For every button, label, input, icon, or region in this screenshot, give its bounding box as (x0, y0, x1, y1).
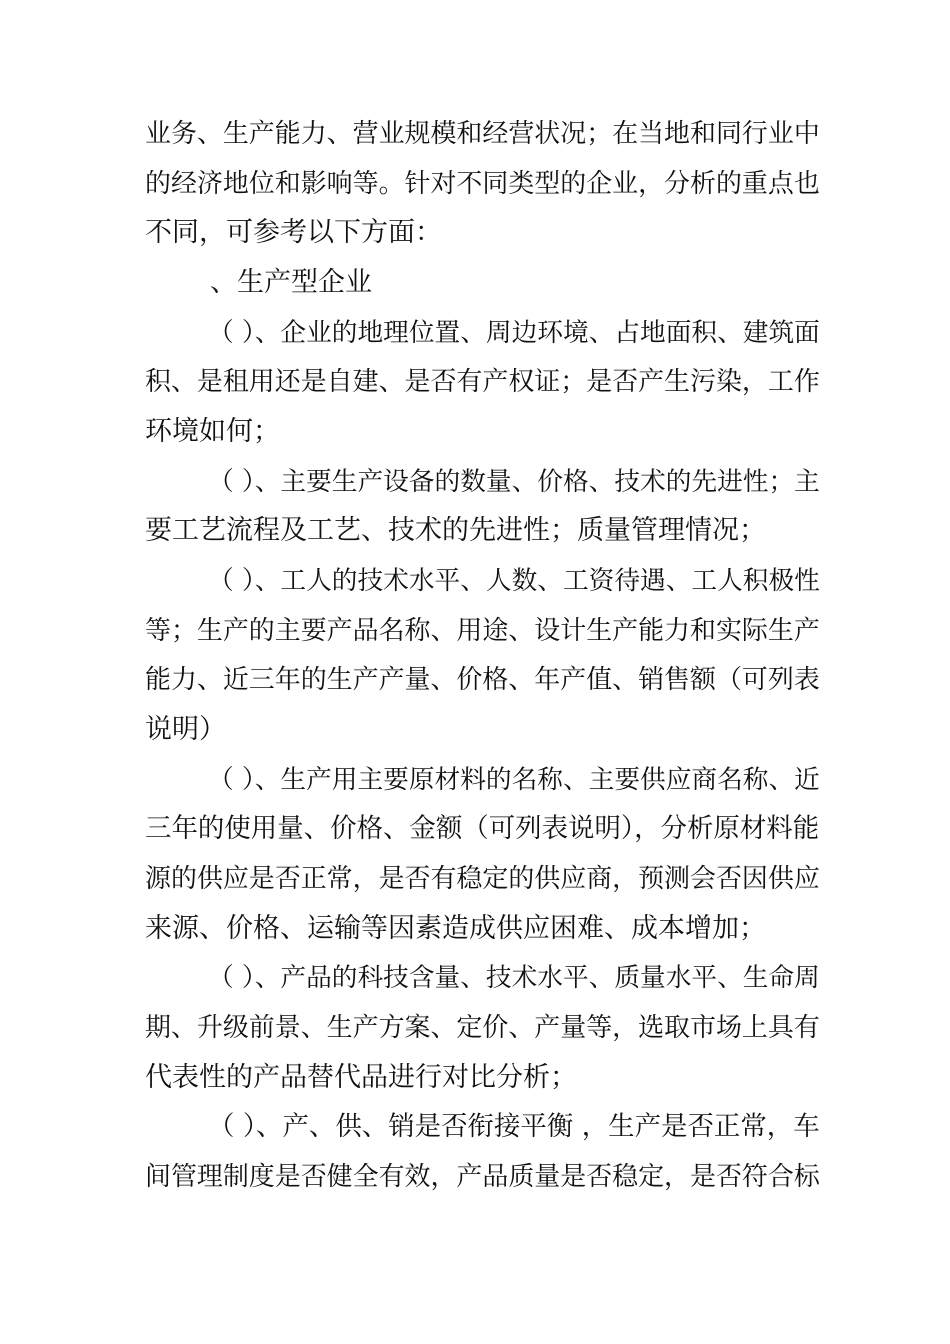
text-line: 代表性的产品替代品进行对比分析； (145, 1062, 577, 1093)
text-line: 要工艺流程及工艺、技术的先进性；质量管理情况； (145, 515, 766, 546)
text-line: 源的供应是否正常，是否有稳定的供应商，预测会否因供应 (145, 864, 820, 894)
text-line: 说明） (145, 714, 226, 745)
text-line: 的经济地位和影响等。针对不同类型的企业，分析的重点也 (145, 169, 820, 199)
text-line: （ ）、生产用主要原材料的名称、主要供应商名称、近 (208, 765, 820, 795)
text-line: 环境如何； (145, 416, 280, 447)
text-line: （ ）、产品的科技含量、技术水平、质量水平、生命周 (208, 963, 820, 993)
section-heading: 、生产型企业 (210, 267, 372, 298)
text-line: 间管理制度是否健全有效，产品质量是否稳定，是否符合标 (145, 1162, 820, 1192)
text-line: 等；生产的主要产品名称、用途、设计生产能力和实际生产 (145, 616, 820, 646)
text-line: 不同，可参考以下方面： (145, 217, 442, 248)
text-line: 来源、价格、运输等因素造成供应困难、成本增加； (145, 913, 766, 944)
text-line: 三年的使用量、价格、金额（可列表说明），分析原材料能 (145, 813, 820, 844)
text-line: （ ）、产、供、销是否衔接平衡 ，生产是否正常，车 (208, 1111, 820, 1142)
text-line: （ ）、主要生产设备的数量、价格、技术的先进性；主 (208, 467, 820, 497)
text-line: （ ）、企业的地理位置、周边环境、占地面积、建筑面 (208, 318, 820, 348)
text-line: 能力、近三年的生产产量、价格、年产值、销售额（可列表 (145, 665, 820, 695)
text-line: 积、是租用还是自建、是否有产权证；是否产生污染，工作 (145, 367, 820, 397)
text-line: 期、升级前景、生产方案、定价、产量等，选取市场上具有 (145, 1013, 820, 1043)
text-line: （ ）、工人的技术水平、人数、工资待遇、工人积极性 (208, 566, 820, 596)
text-line: 业务、生产能力、营业规模和经营状况；在当地和同行业中 (145, 119, 820, 149)
